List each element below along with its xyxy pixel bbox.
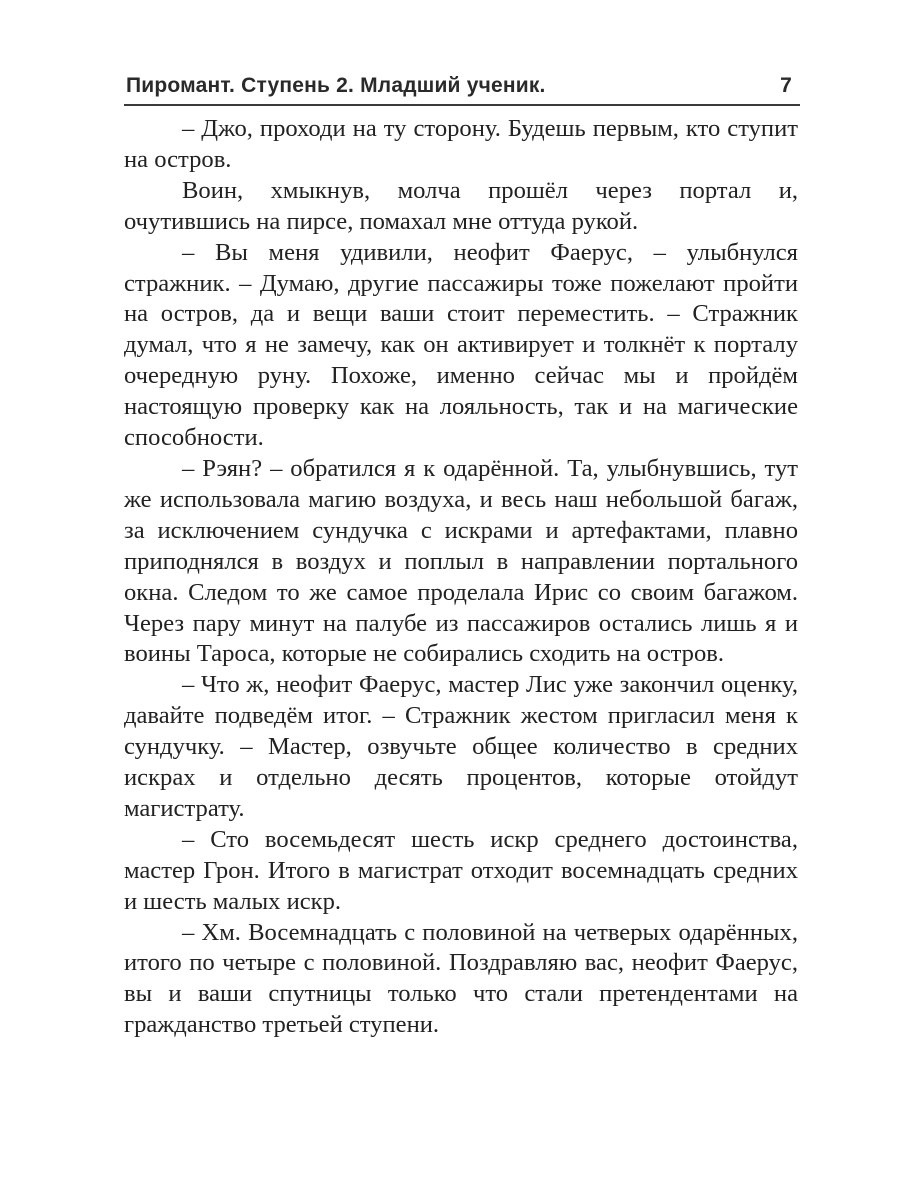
header-rule <box>124 104 800 106</box>
paragraph: – Что ж, неофит Фаерус, мастер Лис уже закончил оценку, давайте подведём итог. – Стражник жестом пригласил меня к сундучку. – Мастер, озвучьте общее количество в средних искрах и отдельно десять процентов, которые отойдут магистрату. <box>124 671 798 822</box>
body-text <box>124 114 798 1041</box>
paragraph: – Хм. Восемнадцать с половиной на четверых одарённых, итого по четыре с половиной. Поздравляю вас, неофит Фаерус, вы и ваши спутницы только что стали претендентами на гражданство третьей ступени. <box>124 918 798 1039</box>
paragraph: – Сто восемьдесят шесть искр среднего достоинства, мастер Грон. Итого в магистрат отходит восемнадцать средних и шесть малых искр. <box>124 825 798 915</box>
paragraph: Воин, хмыкнув, молча прошёл через портал и, очутившись на пирсе, помахал мне оттуда рукой. <box>124 176 798 235</box>
paragraph: – Джо, проходи на ту сторону. Будешь первым, кто ступит на остров. <box>124 115 798 173</box>
running-head <box>126 70 798 104</box>
running-head-title: Пиромант. Ступень 2. Младший ученик. <box>126 74 546 97</box>
paragraph: – Рэян? – обратился я к одарённой. Та, улыбнувшись, тут же использовала магию воздуха, и весь наш небольшой багаж, за исключением сундучка с искрами и артефактами, плавно приподнялся в воздух и поплыл в направлении портального окна. Следом то же самое проделала Ирис со своим багажом. Через пару минут на палубе из пассажиров остались лишь я и воины Тароса, которые не собирались сходить на остров. <box>124 454 798 668</box>
page-number: 7 <box>780 74 792 97</box>
paragraph: – Вы меня удивили, неофит Фаерус, – улыбнулся стражник. – Думаю, другие пассажиры тоже пожелают пройти на остров, да и вещи ваши стоит переместить. – Стражник думал, что я не замечу, как он активирует и толкнёт к порталу очередную руну. Похоже, именно сейчас мы и пройдём настоящую проверку как на лояльность, так и на магические способности. <box>124 238 798 452</box>
